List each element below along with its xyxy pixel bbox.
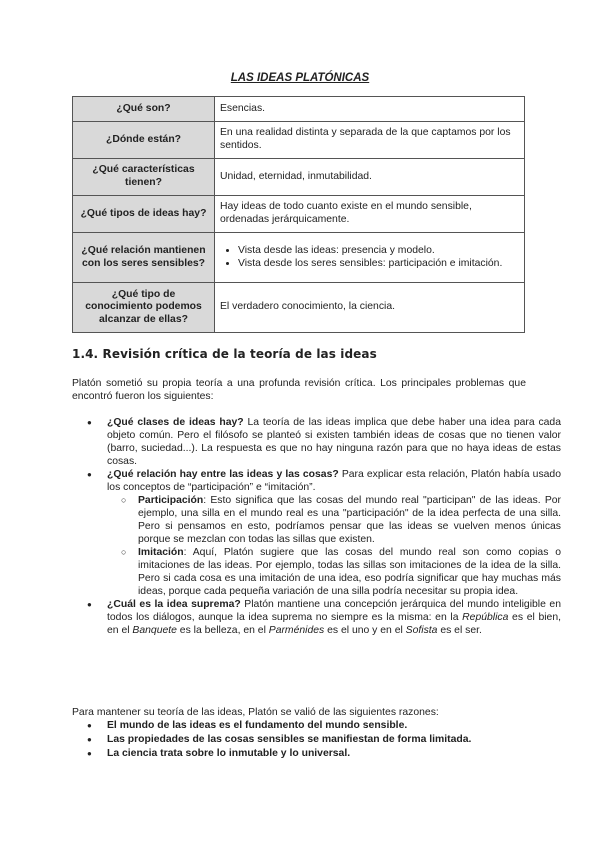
table-row	[73, 122, 525, 159]
sub-heading: Imitación	[138, 547, 184, 558]
sub-text: : Esto significa que las cosas del mundo real "participan" de las ideas. Por ejemplo, una silla en el mundo real es una "participación" de la idea perfecta de una silla. Pero si pensamos en esto, podríamos pensar que las ideas se vuelven menos únicas porque se mezclan con todas las sillas que existen.	[138, 495, 561, 545]
list-item	[107, 468, 561, 598]
sub-text: : Aquí, Platón sugiere que las cosas del mundo real son como copias o imitaciones de las ideas. Por ejemplo, todas las sillas son imitaciones de la idea de la silla. Pero si cada cosa es una imitación de una idea, eso podría significar que hay muchas más ideas, porque cada pequeña variación de una silla podría necesitar su propia idea.	[138, 547, 561, 597]
problem-text: Platón mantiene una concepción jerárquica del mundo inteligible en todos los diálogos, aunque la idea suprema no siempre es la misma: en la	[107, 599, 561, 623]
question-cell: ¿Qué son?	[73, 97, 215, 122]
page-title: LAS IDEAS PLATÓNICAS	[230, 72, 370, 84]
list-item: ● El mundo de las ideas es el fundamento del mundo sensible.	[107, 719, 471, 733]
answer-cell: Esencias.	[215, 97, 525, 122]
intro-paragraph: Platón sometió su propia teoría a una profunda revisión crítica. Los principales problemas que encontró fueron los siguientes:	[72, 378, 526, 402]
question-cell: ¿Dónde están?	[73, 122, 215, 159]
work-title: Banquete	[132, 625, 177, 636]
problem-heading: ¿Qué clases de ideas hay?	[107, 417, 244, 428]
problems-list	[72, 416, 561, 637]
list-item: ● Las propiedades de las cosas sensibles se manifiestan de forma limitada.	[107, 733, 471, 747]
list-item	[107, 598, 561, 637]
problem-text: La teoría de las ideas implica que debe haber una idea para cada objeto común. Pero el filósofo se planteó si existen también ideas de cosas que no tienen valor (barro, suciedad...). La respuesta es que no hay ninguna razón para que no haya ideas de estas cosas.	[107, 417, 561, 467]
table-row	[73, 283, 525, 333]
list-item	[138, 494, 561, 546]
answer-cell: El verdadero conocimiento, la ciencia.	[215, 283, 525, 333]
list-item	[107, 416, 561, 468]
reasons-intro: Para mantener su teoría de las ideas, Platón se valió de las siguientes razones:	[72, 707, 439, 718]
answer-cell	[215, 233, 525, 283]
problem-text: es la belleza, en el	[176, 625, 269, 636]
table-row	[73, 159, 525, 196]
answer-cell: Hay ideas de todo cuanto existe en el mundo sensible, ordenadas jerárquicamente.	[215, 196, 525, 233]
list-item: • Vista desde las ideas: presencia y modelo.	[238, 245, 519, 258]
problem-text: Para explicar esta relación, Platón había usado los conceptos de “participación” e “imitación”.	[107, 469, 561, 493]
sub-list	[107, 494, 561, 598]
problem-text: es el uno y en el	[324, 625, 406, 636]
work-title: Parménides	[268, 625, 325, 636]
question-cell: ¿Qué tipo de conocimiento podemos alcanzar de ellas?	[73, 283, 215, 333]
reasons-list	[72, 719, 471, 761]
table-row	[73, 233, 525, 283]
question-cell: ¿Qué relación mantienen con los seres sensibles?	[73, 233, 215, 283]
work-title: República	[462, 612, 509, 623]
table-row	[73, 97, 525, 122]
problem-text: es el bien, en el	[107, 612, 561, 636]
section-heading: 1.4. Revisión crítica de la teoría de las ideas	[72, 347, 377, 361]
question-cell: ¿Qué tipos de ideas hay?	[73, 196, 215, 233]
problem-heading: ¿Qué relación hay entre las ideas y las cosas?	[107, 469, 339, 480]
list-item: ● La ciencia trata sobre lo inmutable y lo universal.	[107, 747, 471, 761]
answer-cell: Unidad, eternidad, inmutabilidad.	[215, 159, 525, 196]
problem-heading: ¿Cuál es la idea suprema?	[107, 599, 241, 610]
ideas-table	[72, 96, 525, 333]
list-item	[138, 546, 561, 598]
question-cell: ¿Qué características tienen?	[73, 159, 215, 196]
problem-text: es el ser.	[437, 625, 482, 636]
table-row	[73, 196, 525, 233]
list-item: • Vista desde los seres sensibles: participación e imitación.	[238, 258, 519, 271]
sub-heading: Participación	[138, 495, 204, 506]
work-title: Sofista	[405, 625, 438, 636]
answer-cell: En una realidad distinta y separada de la que captamos por los sentidos.	[215, 122, 525, 159]
